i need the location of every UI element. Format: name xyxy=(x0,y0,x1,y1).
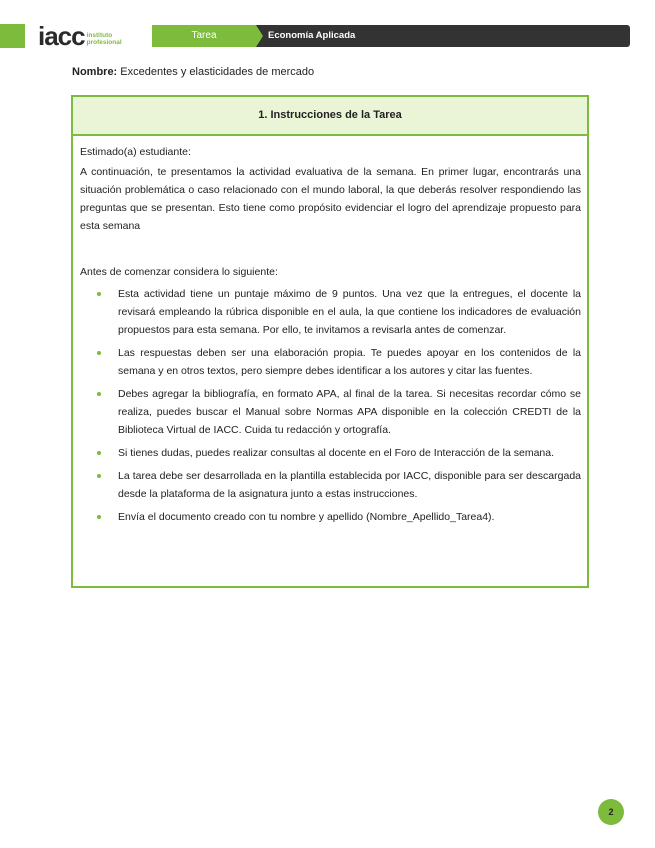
logo-subtitle-line-2: profesional xyxy=(86,39,122,46)
instructions-body xyxy=(73,136,587,526)
logo-subtitle-line-1: instituto xyxy=(86,32,113,39)
list-item-text: Debes agregar la bibliografía, en formato APA, al final de la tarea. Si necesitas recordar cómo se realiza, puedes buscar el Manual sobre Normas APA disponible en la colección CREDTI de la Biblioteca Virtual de IACC. Cuida tu redacción y ortografía. xyxy=(118,388,581,436)
greeting: Estimado(a) estudiante: xyxy=(80,146,191,158)
assignment-name-label: Nombre: xyxy=(72,66,118,78)
instructions-box xyxy=(71,95,589,588)
logo-wordmark: iacc xyxy=(38,21,85,51)
logo-subtitle xyxy=(87,32,122,46)
bullet-icon xyxy=(97,392,101,396)
list-item xyxy=(80,467,581,503)
list-item-text: Si tienes dudas, puedes realizar consultas al docente en el Foro de Interacción de la semana. xyxy=(118,447,555,459)
bullet-icon xyxy=(97,515,101,519)
iacc-logo xyxy=(38,21,122,51)
tab-tarea: Tarea xyxy=(152,25,256,47)
page-header xyxy=(0,22,655,50)
list-item-text: La tarea debe ser desarrollada en la plantilla establecida por IACC, disponible para ser descargada desde la plataforma de la asignatura junto a estas instrucciones. xyxy=(118,470,581,500)
list-item xyxy=(80,385,581,439)
intro-paragraph: A continuación, te presentamos la actividad evaluativa de la semana. En primer lugar, encontrarás una situación problemática o caso relacionado con el mundo laboral, la que deberás resolver respondiendo las preguntas que se presentan. Esto tiene como propósito evidenciar el logro del aprendizaje propuesto para esta semana xyxy=(80,166,581,232)
section-title: 1. Instrucciones de la Tarea xyxy=(73,97,587,136)
bullet-icon xyxy=(97,451,101,455)
before-starting: Antes de comenzar considera lo siguiente: xyxy=(80,266,278,278)
bullet-icon xyxy=(97,292,101,296)
list-item-text: Esta actividad tiene un puntaje máximo de 9 puntos. Una vez que la entregues, el docente la revisará empleando la rúbrica disponible en el aula, la que contiene los indicadores de evaluación propuestos para esta semana. Por ello, te invitamos a revisarla antes de comenzar. xyxy=(118,288,581,336)
list-item xyxy=(80,508,581,526)
chevron-right-icon xyxy=(256,25,263,47)
list-item xyxy=(80,344,581,380)
page-number: 2 xyxy=(598,799,624,825)
course-title-bar: Economía Aplicada xyxy=(256,25,630,47)
bullet-icon xyxy=(97,474,101,478)
assignment-name-value: Excedentes y elasticidades de mercado xyxy=(120,66,315,78)
assignment-name xyxy=(72,66,314,78)
instructions-list xyxy=(80,285,581,526)
header-accent-block xyxy=(0,24,25,48)
list-item xyxy=(80,285,581,339)
list-item-text: Las respuestas deben ser una elaboración propia. Te puedes apoyar en los contenidos de la semana y en otros textos, pero siempre debes identificar a los autores y citar las fuentes. xyxy=(118,347,581,377)
bullet-icon xyxy=(97,351,101,355)
list-item-text: Envía el documento creado con tu nombre y apellido (Nombre_Apellido_Tarea4). xyxy=(118,511,495,523)
list-item xyxy=(80,444,581,462)
